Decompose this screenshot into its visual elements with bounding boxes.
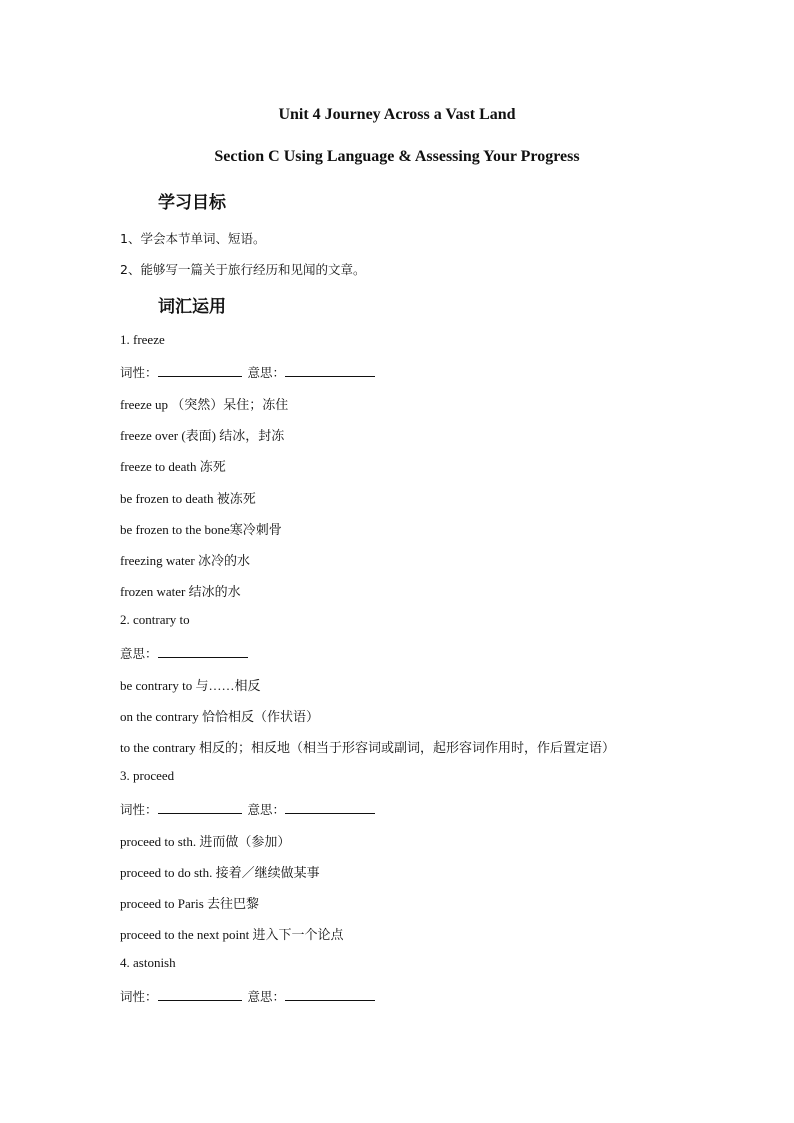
pos-label: 词性： bbox=[120, 365, 158, 380]
meaning-row bbox=[120, 644, 248, 662]
phrase-line: proceed to sth. 进而做（参加） bbox=[120, 834, 291, 849]
document-subtitle: Section C Using Language & Assessing Your Progress bbox=[214, 148, 580, 165]
phrase-line: freezing water 冰冷的水 bbox=[120, 553, 250, 568]
meaning-label: 意思： bbox=[120, 646, 158, 661]
phrase-line: freeze up （突然）呆住；冻住 bbox=[120, 397, 289, 412]
vocab-word-freeze: 1. freeze bbox=[120, 332, 165, 347]
vocab-heading: 词汇运用 bbox=[158, 297, 226, 317]
pos-meaning-row bbox=[120, 987, 375, 1005]
phrase-line: freeze over (表面) 结冰，封冻 bbox=[120, 428, 285, 443]
phrase-line: proceed to Paris 去往巴黎 bbox=[120, 896, 260, 911]
phrase-line: freeze to death 冻死 bbox=[120, 459, 226, 474]
pos-blank[interactable] bbox=[158, 364, 242, 377]
meaning-label: 意思： bbox=[247, 365, 286, 380]
meaning-blank[interactable] bbox=[285, 988, 375, 1001]
phrase-line: be frozen to death 被冻死 bbox=[120, 491, 256, 506]
goals-heading: 学习目标 bbox=[158, 193, 226, 213]
meaning-label: 意思： bbox=[247, 989, 286, 1004]
pos-blank[interactable] bbox=[158, 801, 242, 814]
phrase-line: be contrary to 与……相反 bbox=[120, 678, 261, 693]
phrase-line: proceed to do sth. 接着／继续做某事 bbox=[120, 865, 320, 880]
phrase-line: be frozen to the bone寒冷刺骨 bbox=[120, 522, 282, 537]
meaning-blank[interactable] bbox=[285, 364, 375, 377]
pos-meaning-row bbox=[120, 363, 375, 381]
phrase-line: proceed to the next point 进入下一个论点 bbox=[120, 927, 344, 942]
vocab-word-proceed: 3. proceed bbox=[120, 768, 175, 783]
pos-label: 词性： bbox=[120, 802, 158, 817]
phrase-line: frozen water 结冰的水 bbox=[120, 584, 241, 599]
phrase-line: to the contrary 相反的；相反地（相当于形容词或副词，起形容词作用时，作后置定语） bbox=[120, 740, 616, 755]
pos-meaning-row bbox=[120, 800, 375, 818]
goal-item: 2、能够写一篇关于旅行经历和见闻的文章。 bbox=[120, 262, 366, 277]
goal-item: 1、学会本节单词、短语。 bbox=[120, 231, 266, 246]
pos-label: 词性： bbox=[120, 989, 158, 1004]
vocab-word-astonish: 4. astonish bbox=[120, 955, 176, 970]
document-title: Unit 4 Journey Across a Vast Land bbox=[278, 106, 516, 123]
meaning-blank[interactable] bbox=[285, 801, 375, 814]
phrase-line: on the contrary 恰恰相反（作状语） bbox=[120, 709, 319, 724]
vocab-word-contrary: 2. contrary to bbox=[120, 612, 190, 627]
meaning-blank[interactable] bbox=[158, 645, 248, 658]
meaning-label: 意思： bbox=[247, 802, 286, 817]
pos-blank[interactable] bbox=[158, 988, 242, 1001]
